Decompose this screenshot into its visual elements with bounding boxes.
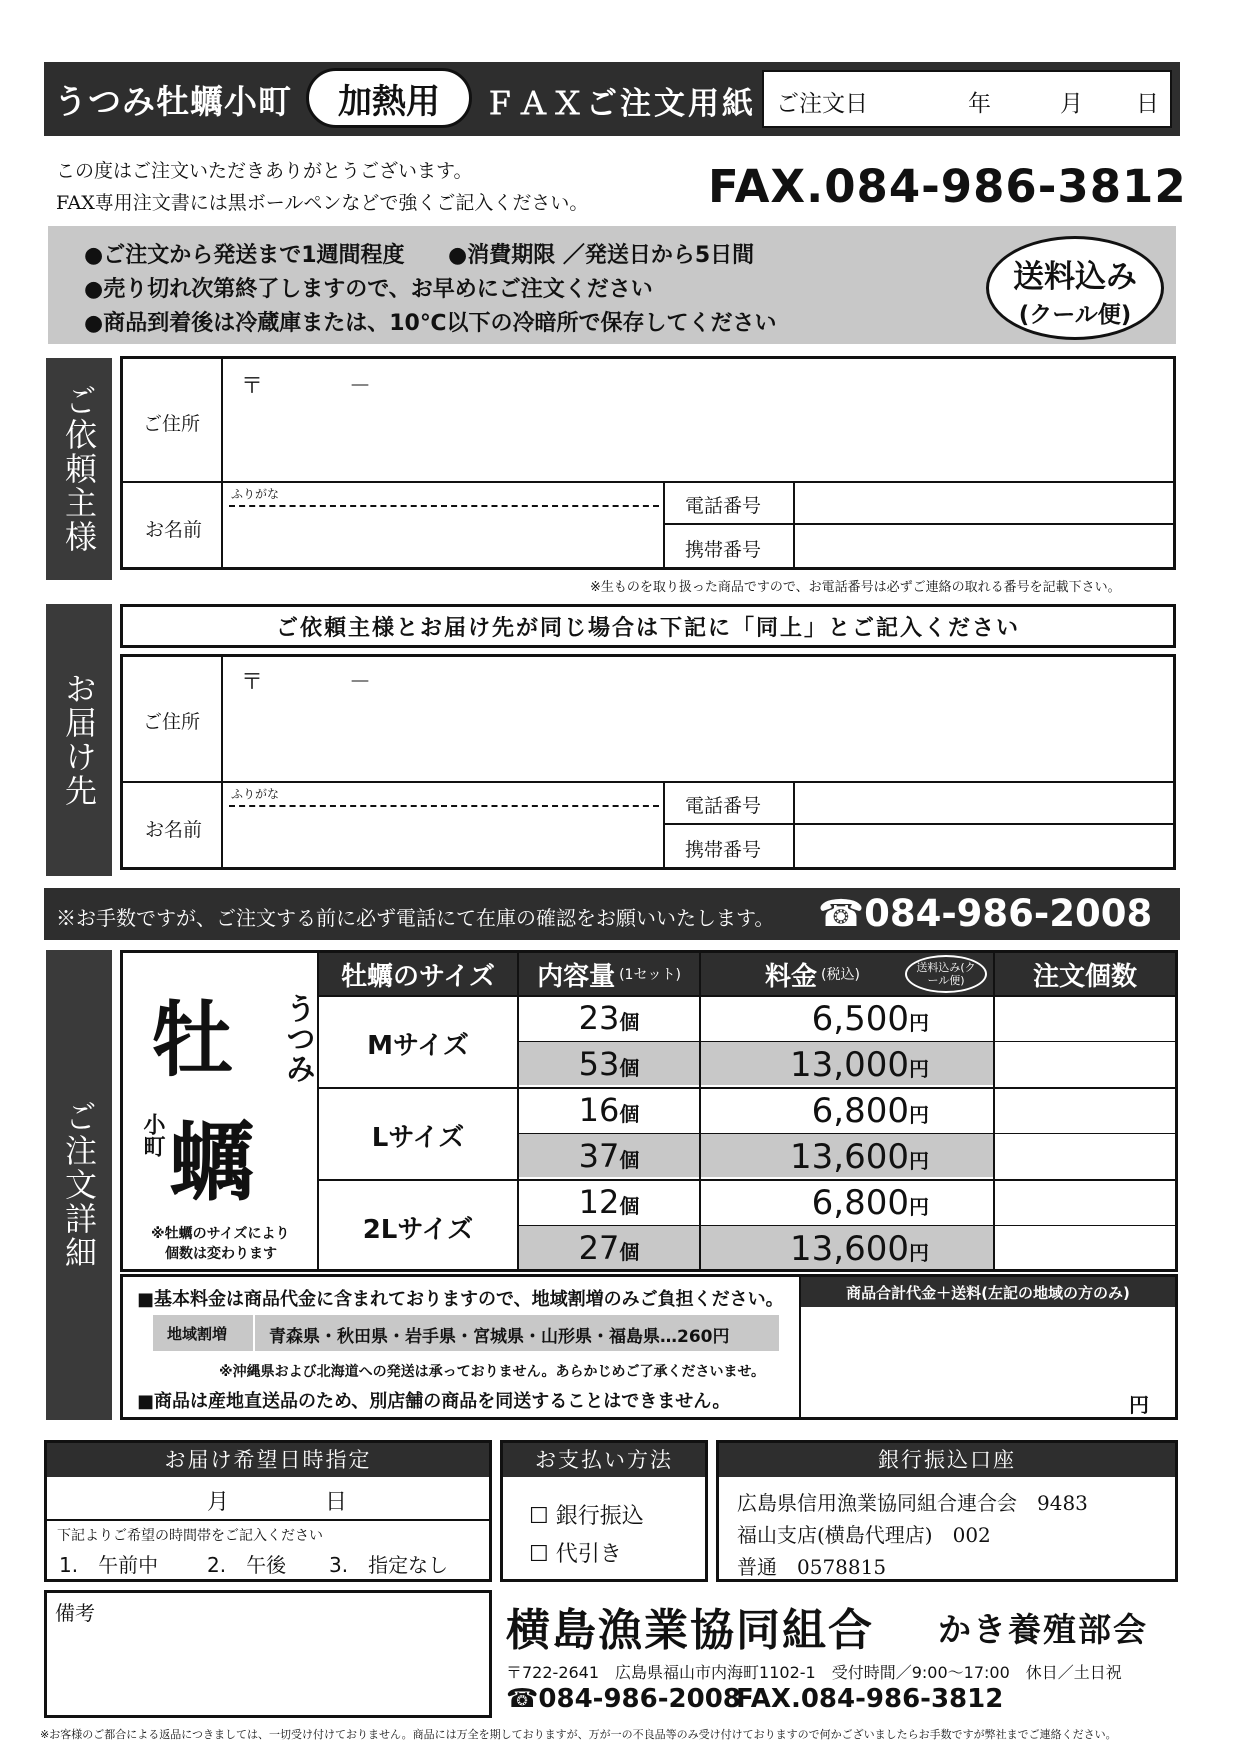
- order-date-label: ご注文日: [776, 91, 868, 117]
- intro-line1: この度はご注文いただきありがとうございます。: [56, 160, 473, 182]
- same-as-requester-text: ご依頼主様とお届け先が同じ場合は下記に「同上」とご記入ください: [275, 615, 1020, 641]
- qty-unit: 個: [619, 1194, 640, 1218]
- price-unit: 円: [909, 1241, 929, 1265]
- delivery-address-field[interactable]: [223, 657, 1173, 779]
- total-yen-unit: 円: [1129, 1393, 1149, 1417]
- logo-sub-komachi: 小町: [140, 1113, 165, 1157]
- delivery-furigana-label: ふりがな: [231, 787, 280, 801]
- qty-value: 27: [578, 1229, 620, 1267]
- price-unit: 円: [909, 1149, 929, 1173]
- requester-phone-field[interactable]: [795, 483, 1175, 523]
- logo-sub-vertical: うつみ: [280, 993, 315, 1083]
- total-header: [801, 1277, 1175, 1307]
- org-address: 〒722-2641 広島県福山市内海町1102-1 受付時間／9:00～17:00 休日／土日祝: [506, 1663, 1122, 1682]
- qty-cell: [519, 1229, 699, 1267]
- delivery-box: [120, 654, 1176, 870]
- order-count-input[interactable]: [995, 1227, 1175, 1269]
- requester-address-label: ご住所: [143, 413, 201, 435]
- org-name: 横島漁業協同組合: [506, 1605, 874, 1656]
- delivery-postal-mark: 〒: [241, 670, 264, 695]
- price-unit: 円: [909, 1011, 929, 1035]
- oyster-logo: [123, 953, 319, 1269]
- remarks-label: 備考: [55, 1601, 95, 1625]
- order-year-label: 年: [968, 91, 991, 117]
- size-m-label: Mサイズ: [367, 1031, 469, 1061]
- payment-title: お支払い方法: [503, 1443, 705, 1477]
- org-fax: FAX.084-986-3812: [736, 1684, 1004, 1714]
- requester-side-label: ご依頼主様: [46, 358, 112, 580]
- price-cell: [701, 1183, 929, 1223]
- qty-unit: 個: [619, 1102, 640, 1126]
- brand-name: うつみ牡蠣小町: [54, 82, 292, 121]
- order-count-input[interactable]: [995, 1089, 1175, 1133]
- qty-value: 53: [578, 1045, 620, 1083]
- col-price-sub: (税込): [821, 967, 860, 983]
- same-as-requester-banner: [120, 604, 1176, 648]
- payment-box: [500, 1440, 708, 1582]
- size-2l-label: 2Lサイズ: [362, 1215, 474, 1245]
- qty-cell: [519, 1137, 699, 1175]
- notice-item1: ●ご注文から発送まで1週間程度: [84, 243, 405, 268]
- qty-unit: 個: [619, 1010, 640, 1034]
- stock-notice-phone: ☎084-986-2008: [818, 892, 1153, 935]
- qty-cell: [519, 999, 699, 1037]
- qty-value: 37: [578, 1137, 620, 1175]
- delivery-postal-dash: －: [349, 670, 372, 695]
- delivery-phone-label: 電話番号: [685, 795, 762, 817]
- price-value: 13,000: [790, 1045, 909, 1085]
- requester-postal-dash: －: [349, 374, 372, 399]
- qty-value: 16: [578, 1091, 620, 1129]
- qty-cell: [519, 1045, 699, 1083]
- region-surcharge-bar: [153, 1315, 779, 1351]
- requester-postal-mark: 〒: [241, 374, 264, 399]
- delivery-day-label: 日: [325, 1490, 348, 1515]
- order-count-input[interactable]: [995, 1135, 1175, 1179]
- requester-phone-label: 電話番号: [685, 495, 762, 517]
- delivery-date-field[interactable]: [47, 1479, 489, 1519]
- delivery-name-label: お名前: [145, 819, 203, 841]
- stock-notice-text: ※お手数ですが、ご注文する前に必ず電話にて在庫の確認をお願いいたします。: [56, 906, 775, 930]
- region-surcharge-label: 地域割増: [167, 1325, 228, 1343]
- time-option-morning[interactable]: 1. 午前中: [59, 1553, 159, 1577]
- okinawa-note: ※沖縄県および北海道への発送は承っておりません。あらかじめご了承くださいませ。: [219, 1364, 766, 1380]
- col-qty-sub: (1セット): [619, 967, 681, 983]
- pricing-notes-box: [120, 1274, 1178, 1420]
- price-value: 6,500: [811, 999, 909, 1039]
- delivery-side-label: お届け先: [46, 604, 112, 876]
- intro-line2: FAX専用注文書には黒ボールペンなどで強くご記入ください。: [56, 192, 589, 214]
- price-cell: [701, 999, 929, 1039]
- col-size-header: 牡蠣のサイズ: [319, 953, 517, 995]
- order-date-box[interactable]: [762, 70, 1172, 128]
- bank-title: 銀行振込口座: [719, 1443, 1175, 1477]
- requester-phone-note: ※生ものを取り扱った商品ですので、お電話番号は必ずご連絡の取れる番号を記載下さい。: [590, 580, 1121, 595]
- org-phone: ☎084-986-2008: [506, 1684, 741, 1714]
- requester-mobile-label: 携帯番号: [685, 539, 762, 561]
- logo-note1: ※牡蠣のサイズにより: [151, 1226, 290, 1242]
- requester-address-field[interactable]: [223, 359, 1173, 479]
- col-price-badge: [905, 955, 987, 993]
- order-day-label: 日: [1136, 91, 1159, 117]
- requester-name-label: お名前: [145, 519, 203, 541]
- qty-unit: 個: [619, 1148, 640, 1172]
- requester-name-field[interactable]: [223, 483, 661, 569]
- shipping-badge-line2: (クール便): [1018, 302, 1132, 328]
- notice-item2: ●売り切れ次第終了しますので、お早めにご注文ください: [84, 277, 653, 302]
- order-count-input[interactable]: [995, 1181, 1175, 1225]
- delivery-time-title: お届け希望日時指定: [47, 1443, 489, 1477]
- col-price-label: 料金: [765, 961, 818, 992]
- delivery-time-box: [44, 1440, 492, 1582]
- region-surcharge-value: 青森県・秋田県・岩手県・宮城県・山形県・福島県…260円: [269, 1327, 730, 1347]
- shipping-included-badge: [986, 236, 1164, 340]
- footer-note: ※お客様のご都合による返品につきましては、一切受け付けておりません。商品には万全を期しておりますが、万が一の不良品等のみ受け付けておりますので何かございましたらお手数ですが弊社までご連絡ください。: [40, 1728, 1117, 1741]
- heated-badge: [306, 68, 472, 128]
- qty-cell: [519, 1091, 699, 1129]
- bank-account-box: [716, 1440, 1178, 1582]
- delivery-month-label: 月: [207, 1490, 230, 1515]
- delivery-address-label: ご住所: [143, 711, 201, 733]
- price-value: 13,600: [790, 1229, 909, 1269]
- org-dept: かき養殖部会: [938, 1610, 1148, 1649]
- logo-main-char1: 牡: [151, 992, 234, 1088]
- payment-option-cod[interactable]: ☐ 代引き: [529, 1542, 622, 1567]
- col-qty-header: [519, 953, 699, 995]
- remarks-box[interactable]: [44, 1590, 492, 1718]
- notice-item3: ●商品到着後は冷蔵庫または、10℃以下の冷暗所で保存してください: [84, 311, 777, 336]
- price-unit: 円: [909, 1103, 929, 1127]
- payment-option-bank[interactable]: ☐ 銀行振込: [529, 1504, 644, 1529]
- order-count-input[interactable]: [995, 1043, 1175, 1087]
- price-unit: 円: [909, 1057, 929, 1081]
- delivery-phone-field[interactable]: [795, 783, 1175, 823]
- qty-unit: 個: [619, 1240, 640, 1264]
- size-l-label: Lサイズ: [371, 1123, 465, 1153]
- col-qty-label: 内容量: [537, 961, 616, 992]
- qty-cell: [519, 1183, 699, 1221]
- time-option-afternoon[interactable]: 2. 午後: [207, 1553, 287, 1577]
- requester-mobile-field[interactable]: [795, 525, 1175, 567]
- shipping-badge-line1: 送料込み: [1013, 259, 1137, 295]
- bank-line1: 広島県信用漁業協同組合連合会 9483: [737, 1491, 1088, 1515]
- requester-furigana-label: ふりがな: [231, 487, 280, 501]
- delivery-name-field[interactable]: [223, 783, 661, 869]
- base-fee-note: ■基本料金は商品代金に含まれておりますので、地域割増のみご負担ください。: [137, 1289, 784, 1310]
- notice-item1b: ●消費期限 ／発送日から5日間: [448, 243, 755, 268]
- price-value: 13,600: [790, 1137, 909, 1177]
- qty-value: 12: [578, 1183, 620, 1221]
- logo-note2: 個数は変わります: [165, 1246, 277, 1262]
- direct-ship-note: ■商品は産地直送品のため、別店舗の商品を同送することはできません。: [137, 1391, 731, 1412]
- price-cell: [701, 1229, 929, 1269]
- price-unit: 円: [909, 1195, 929, 1219]
- requester-box: [120, 356, 1176, 570]
- heated-badge-label: 加熱用: [338, 81, 440, 122]
- fax-number: FAX.084-986-3812: [708, 160, 1187, 213]
- col-price-badge-text: 送料込み(クール便): [916, 961, 976, 987]
- price-cell: [701, 1045, 929, 1085]
- order-count-input[interactable]: [995, 997, 1175, 1041]
- price-value: 6,800: [811, 1183, 909, 1223]
- bank-line2: 福山支店(横島代理店) 002: [737, 1523, 991, 1547]
- order-side-label: ご注文詳細: [46, 950, 112, 1420]
- total-amount-field[interactable]: [801, 1307, 1175, 1417]
- col-count-header: 注文個数: [995, 953, 1175, 995]
- qty-value: 23: [578, 999, 620, 1037]
- qty-unit: 個: [619, 1056, 640, 1080]
- price-cell: [701, 1137, 929, 1177]
- delivery-time-note: 下記よりご希望の時間帯をご記入ください: [57, 1528, 323, 1544]
- price-value: 6,800: [811, 1091, 909, 1131]
- form-title: ＦＡＸご注文用紙: [484, 86, 756, 122]
- order-table: [120, 950, 1178, 1272]
- total-header-label: 商品合計代金＋送料(左記の地域の方のみ): [846, 1283, 1130, 1302]
- logo-main-char2: 蠣: [169, 1112, 255, 1213]
- price-cell: [701, 1091, 929, 1131]
- delivery-mobile-field[interactable]: [795, 825, 1175, 867]
- time-option-none[interactable]: 3. 指定なし: [329, 1553, 449, 1577]
- delivery-mobile-label: 携帯番号: [685, 839, 762, 861]
- bank-line3: 普通 0578815: [737, 1555, 887, 1579]
- order-month-label: 月: [1060, 91, 1083, 117]
